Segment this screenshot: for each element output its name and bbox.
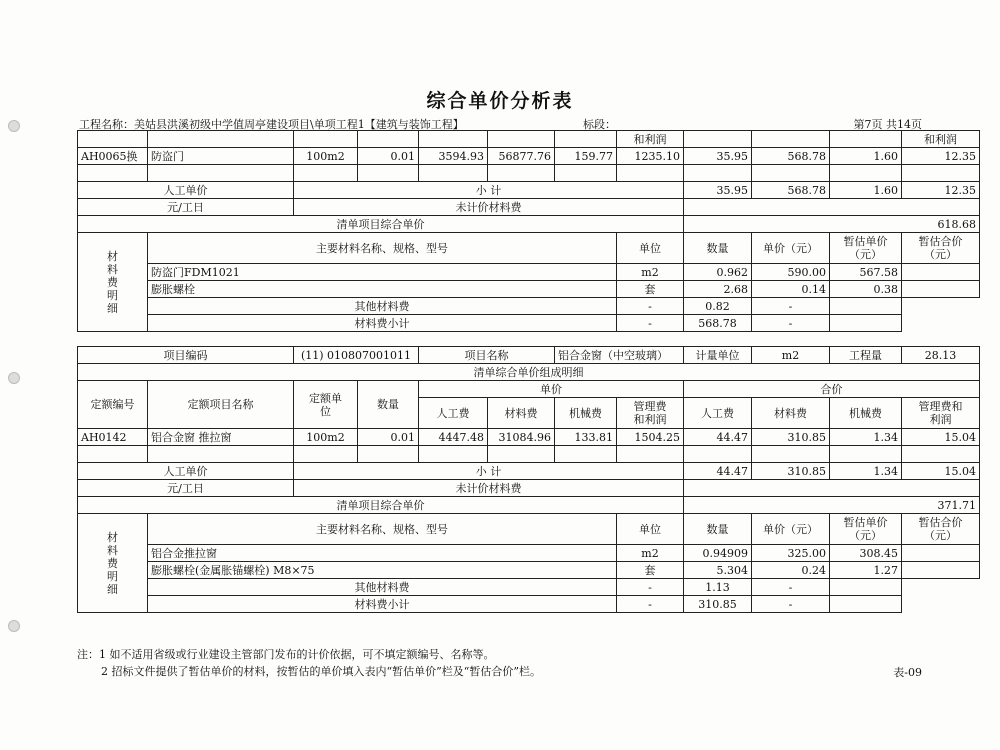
total-mgmt: 15.04 xyxy=(902,429,980,446)
material-qty: 0.94909 xyxy=(684,545,752,562)
subtotal-labor: 44.47 xyxy=(684,463,752,480)
uncounted-label: 未计价材料费 xyxy=(294,199,684,216)
item-name: 铝合金窗（中空玻璃） xyxy=(555,347,684,364)
col-total-labor: 人工费 xyxy=(684,398,752,429)
footnote: 2 招标文件提供了暂估单价的材料，按暂估的单价填入表内“暂估单价”栏及“暂估合价”栏。 xyxy=(101,665,541,678)
material-price: 0.14 xyxy=(752,281,830,298)
material-subtotal-est: - xyxy=(752,315,830,332)
other-material-label: 其他材料费 xyxy=(148,298,617,315)
unit-machine: 159.77 xyxy=(555,148,617,165)
other-material-amount: 1.13 xyxy=(684,579,752,596)
quantity: 0.01 xyxy=(358,429,419,446)
binder-hole xyxy=(8,620,20,632)
other-material-row xyxy=(78,298,980,315)
subtotal-mgmt: 15.04 xyxy=(902,463,980,480)
material-subtotal-row xyxy=(78,315,980,332)
material-est-amount-head: 暂估合价（元） xyxy=(902,514,980,545)
col-head-mgmt: 和利润 xyxy=(617,131,684,148)
material-row xyxy=(78,545,980,562)
subtotal-row xyxy=(78,463,980,480)
other-material-row xyxy=(78,579,980,596)
material-row xyxy=(78,264,980,281)
col-unit-labor: 人工费 xyxy=(419,398,488,429)
unit-material: 56877.76 xyxy=(488,148,555,165)
col-total-machine: 机械费 xyxy=(830,398,902,429)
material-name: 膨胀螺栓(金属胀锚螺栓) M8×75 xyxy=(148,562,617,579)
material-price: 590.00 xyxy=(752,264,830,281)
total-value: 371.71 xyxy=(684,497,980,514)
col-total-mgmt: 管理费和利润 xyxy=(902,398,980,429)
material-name: 膨胀螺栓 xyxy=(148,281,617,298)
table-row xyxy=(78,429,980,446)
total-machine: 1.34 xyxy=(830,429,902,446)
blank-row xyxy=(78,165,980,182)
col-quota-unit: 定额单位 xyxy=(294,381,358,429)
material-qty-head: 数量 xyxy=(684,233,752,264)
subtotal-label: 小 计 xyxy=(294,463,684,480)
quota-name: 防盗门 xyxy=(148,148,294,165)
uncounted-label: 未计价材料费 xyxy=(294,480,684,497)
col-head-mgmt-total: 和利润 xyxy=(902,131,980,148)
other-material-est: - xyxy=(752,579,830,596)
total-label: 清单项目综合单价 xyxy=(78,497,684,514)
total-labor: 35.95 xyxy=(684,148,752,165)
material-row xyxy=(78,562,980,579)
detail-title-row xyxy=(78,364,980,381)
col-unit-machine: 机械费 xyxy=(555,398,617,429)
bottom-analysis-table xyxy=(77,346,980,613)
binder-hole xyxy=(8,120,20,132)
other-material-amount: 0.82 xyxy=(684,298,752,315)
material-head-row xyxy=(78,514,980,545)
header-fragment-row xyxy=(78,131,980,148)
subtotal-mgmt: 12.35 xyxy=(902,182,980,199)
material-amount: 0.38 xyxy=(830,281,902,298)
material-subtotal-price: - xyxy=(617,596,684,613)
top-analysis-table xyxy=(77,130,980,332)
material-subtotal-amount: 568.78 xyxy=(684,315,752,332)
other-material-price: - xyxy=(617,298,684,315)
binder-hole xyxy=(8,372,20,384)
material-qty: 5.304 xyxy=(684,562,752,579)
unit-material: 31084.96 xyxy=(488,429,555,446)
blank-row xyxy=(78,446,980,463)
section-label: 标段： xyxy=(583,118,616,131)
col-total-material: 材料费 xyxy=(752,398,830,429)
quantity: 0.01 xyxy=(358,148,419,165)
material-qty-head: 数量 xyxy=(684,514,752,545)
labor-unit-price-label: 人工单价 xyxy=(78,182,294,199)
subtotal-machine: 1.34 xyxy=(830,463,902,480)
measure-unit: m2 xyxy=(752,347,830,364)
material-subtotal-row xyxy=(78,596,980,613)
total-mgmt: 12.35 xyxy=(902,148,980,165)
uncounted-row xyxy=(78,480,980,497)
subtotal-row xyxy=(78,182,980,199)
detail-title: 清单综合单价组成明细 xyxy=(78,364,980,381)
material-row xyxy=(78,281,980,298)
quantity-value: 28.13 xyxy=(902,347,980,364)
col-total-price: 合价 xyxy=(684,381,980,398)
quota-name: 铝合金窗 推拉窗 xyxy=(148,429,294,446)
item-info-row xyxy=(78,347,980,364)
material-unit: 套 xyxy=(617,562,684,579)
col-quantity: 数量 xyxy=(358,381,419,429)
subtotal-machine: 1.60 xyxy=(830,182,902,199)
col-quota-name: 定额项目名称 xyxy=(148,381,294,429)
material-amount: 308.45 xyxy=(830,545,902,562)
unit-labor: 3594.93 xyxy=(419,148,488,165)
material-section-label: 材料费明细 xyxy=(78,514,148,613)
unit-mgmt: 1235.10 xyxy=(617,148,684,165)
material-unit: m2 xyxy=(617,545,684,562)
item-code-label: 项目编码 xyxy=(78,347,294,364)
item-name-label: 项目名称 xyxy=(419,347,555,364)
total-row xyxy=(78,216,980,233)
labor-unit-price-label: 人工单价 xyxy=(78,463,294,480)
material-name-head: 主要材料名称、规格、型号 xyxy=(148,514,617,545)
form-number: 表-09 xyxy=(893,666,922,679)
uncounted-row xyxy=(78,199,980,216)
col-quota-code: 定额编号 xyxy=(78,381,148,429)
subtotal-label: 小 计 xyxy=(294,182,684,199)
material-price-head: 单价（元） xyxy=(752,514,830,545)
material-name-head: 主要材料名称、规格、型号 xyxy=(148,233,617,264)
unit-machine: 133.81 xyxy=(555,429,617,446)
material-est-price-head: 暂估单价（元） xyxy=(830,233,902,264)
material-amount: 1.27 xyxy=(830,562,902,579)
material-price: 325.00 xyxy=(752,545,830,562)
material-price: 0.24 xyxy=(752,562,830,579)
footnote: 注：1 如不适用省级或行业建设主管部门发布的计价依据，可不填定额编号、名称等。 xyxy=(77,648,495,661)
project-name: 工程名称：美姑县洪溪初级中学值周亭建设项目\单项工程1【建筑与装饰工程】 xyxy=(79,118,464,131)
material-name: 铝合金推拉窗 xyxy=(148,545,617,562)
material-name: 防盗门FDM1021 xyxy=(148,264,617,281)
col-unit-price: 单价 xyxy=(419,381,684,398)
total-value: 618.68 xyxy=(684,216,980,233)
material-est-amount-head: 暂估合价（元） xyxy=(902,233,980,264)
unit-mgmt: 1504.25 xyxy=(617,429,684,446)
total-machine: 1.60 xyxy=(830,148,902,165)
material-price-head: 单价（元） xyxy=(752,233,830,264)
subtotal-material: 568.78 xyxy=(752,182,830,199)
unit-labor: 4447.48 xyxy=(419,429,488,446)
item-code: (11) 010807001011 xyxy=(294,347,419,364)
quota-code: AH0142 xyxy=(78,429,148,446)
other-material-est: - xyxy=(752,298,830,315)
material-subtotal-label: 材料费小计 xyxy=(148,315,617,332)
material-unit: 套 xyxy=(617,281,684,298)
total-material: 310.85 xyxy=(752,429,830,446)
column-head-row xyxy=(78,381,980,398)
quota-unit: 100m2 xyxy=(294,148,358,165)
subtotal-labor: 35.95 xyxy=(684,182,752,199)
col-unit-mgmt: 管理费和利润 xyxy=(617,398,684,429)
quota-unit: 100m2 xyxy=(294,429,358,446)
per-day-label: 元/工日 xyxy=(78,480,294,497)
material-est-price-head: 暂估单价（元） xyxy=(830,514,902,545)
total-material: 568.78 xyxy=(752,148,830,165)
col-unit-material: 材料费 xyxy=(488,398,555,429)
material-subtotal-label: 材料费小计 xyxy=(148,596,617,613)
material-unit-head: 单位 xyxy=(617,233,684,264)
material-subtotal-est: - xyxy=(752,596,830,613)
material-head-row xyxy=(78,233,980,264)
material-unit: m2 xyxy=(617,264,684,281)
material-subtotal-price: - xyxy=(617,315,684,332)
total-label: 清单项目综合单价 xyxy=(78,216,684,233)
quantity-label: 工程量 xyxy=(830,347,902,364)
subtotal-material: 310.85 xyxy=(752,463,830,480)
other-material-label: 其他材料费 xyxy=(148,579,617,596)
material-unit-head: 单位 xyxy=(617,514,684,545)
material-amount: 567.58 xyxy=(830,264,902,281)
table-row xyxy=(78,148,980,165)
total-row xyxy=(78,497,980,514)
material-qty: 0.962 xyxy=(684,264,752,281)
measure-unit-label: 计量单位 xyxy=(684,347,752,364)
total-labor: 44.47 xyxy=(684,429,752,446)
page-title: 综合单价分析表 xyxy=(426,90,574,112)
page-indicator: 第7页 共14页 xyxy=(853,118,922,131)
other-material-price: - xyxy=(617,579,684,596)
material-section-label: 材料费明细 xyxy=(78,233,148,332)
per-day-label: 元/工日 xyxy=(78,199,294,216)
material-qty: 2.68 xyxy=(684,281,752,298)
quota-code: AH0065换 xyxy=(78,148,148,165)
material-subtotal-amount: 310.85 xyxy=(684,596,752,613)
